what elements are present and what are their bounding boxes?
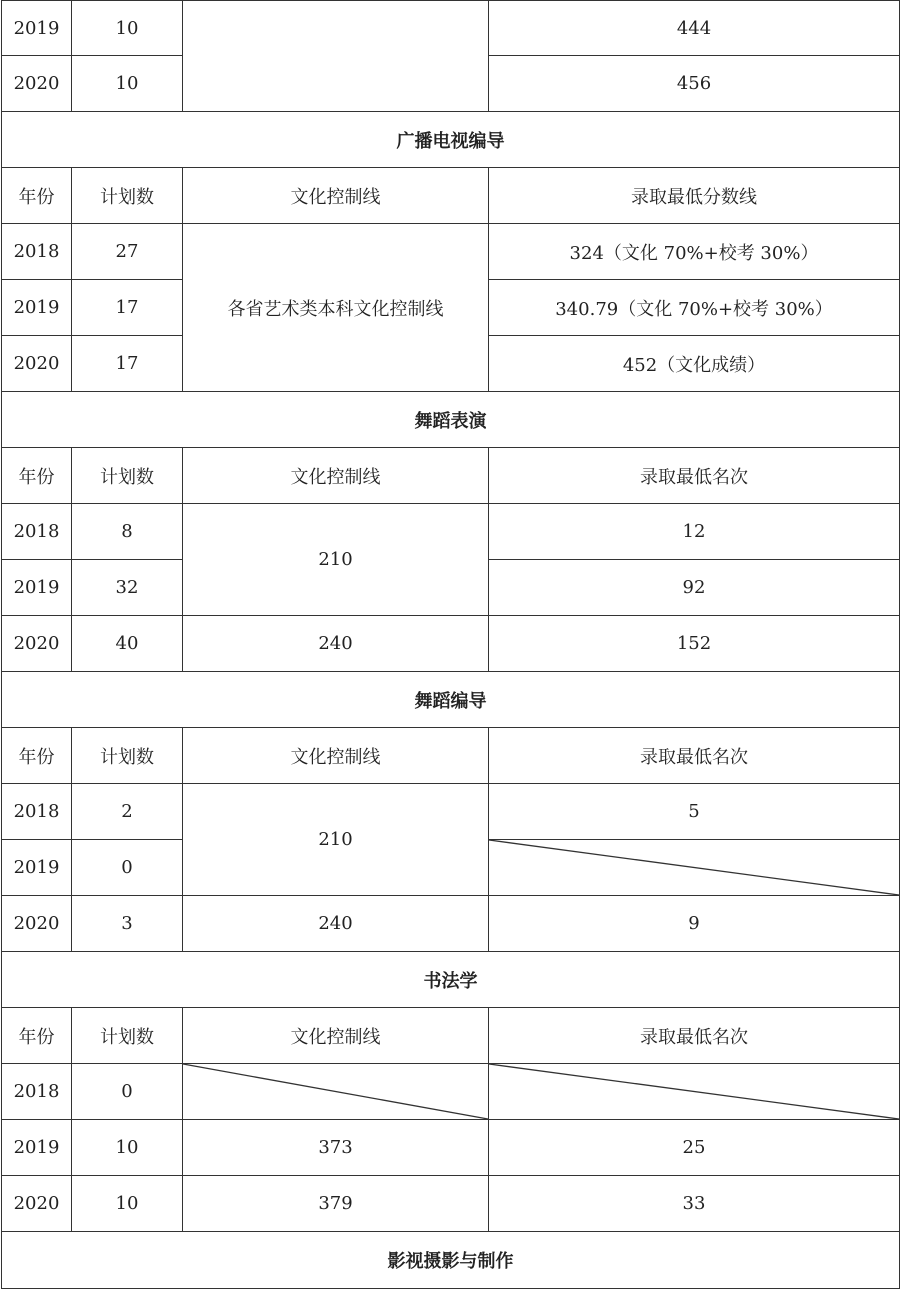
plan-cell: 17: [72, 336, 183, 392]
header-row: [2, 728, 900, 784]
section-title-film: 影视摄影与制作: [2, 1232, 900, 1289]
plan-cell: 10: [72, 56, 183, 112]
plan-cell: 2: [72, 784, 183, 840]
year-cell: 2018: [2, 504, 72, 560]
culture-line-cell: 379: [183, 1176, 489, 1232]
rank-cell: 33: [489, 1176, 900, 1232]
header-year: 年份: [2, 168, 72, 224]
table-row: [2, 1064, 900, 1120]
plan-cell: 10: [72, 1, 183, 56]
plan-cell: 17: [72, 280, 183, 336]
rank-cell: 9: [489, 896, 900, 952]
section-title-calligraphy: 书法学: [2, 952, 900, 1008]
header-year: 年份: [2, 1008, 72, 1064]
culture-line-cell: 240: [183, 616, 489, 672]
section-title-broadcast: 广播电视编导: [2, 112, 900, 168]
table-row: [2, 896, 900, 952]
rank-cell: 152: [489, 616, 900, 672]
culture-line-cell: 各省艺术类本科文化控制线: [183, 224, 489, 392]
header-min-rank: 录取最低名次: [489, 1008, 900, 1064]
score-cell: 444: [489, 1, 900, 56]
year-cell: 2020: [2, 336, 72, 392]
header-row: [2, 168, 900, 224]
score-cell: 324（文化 70%+校考 30%）: [489, 224, 900, 280]
section-title-dance-performance: 舞蹈表演: [2, 392, 900, 448]
year-cell: 2018: [2, 784, 72, 840]
score-cell: 456: [489, 56, 900, 112]
year-cell: 2020: [2, 1176, 72, 1232]
header-min-rank: 录取最低名次: [489, 728, 900, 784]
table-row: [2, 1176, 900, 1232]
table-row: [2, 1, 900, 56]
header-year: 年份: [2, 728, 72, 784]
culture-line-cell: 210: [183, 504, 489, 616]
table-row: [2, 1120, 900, 1176]
header-min-score-line: 录取最低分数线: [489, 168, 900, 224]
plan-cell: 0: [72, 840, 183, 896]
year-cell: 2019: [2, 840, 72, 896]
header-culture-line: 文化控制线: [183, 168, 489, 224]
rank-cell: 5: [489, 784, 900, 840]
section-row: [2, 112, 900, 168]
section-row: [2, 672, 900, 728]
header-row: [2, 1008, 900, 1064]
table-row: [2, 504, 900, 560]
diagonal-line: [489, 1064, 899, 1119]
section-row: [2, 1232, 900, 1289]
score-cell: 452（文化成绩）: [489, 336, 900, 392]
year-cell: 2018: [2, 1064, 72, 1120]
diagonal-line: [489, 840, 899, 895]
plan-cell: 8: [72, 504, 183, 560]
rank-cell: 12: [489, 504, 900, 560]
year-cell: 2019: [2, 560, 72, 616]
header-plan: 计划数: [72, 448, 183, 504]
culture-line-cell: 240: [183, 896, 489, 952]
section-row: [2, 392, 900, 448]
year-cell: 2019: [2, 280, 72, 336]
header-year: 年份: [2, 448, 72, 504]
header-plan: 计划数: [72, 168, 183, 224]
header-culture-line: 文化控制线: [183, 1008, 489, 1064]
plan-cell: 0: [72, 1064, 183, 1120]
year-cell: 2020: [2, 56, 72, 112]
plan-cell: 27: [72, 224, 183, 280]
culture-line-cell: 210: [183, 784, 489, 896]
plan-cell: 32: [72, 560, 183, 616]
section-title-choreography: 舞蹈编导: [2, 672, 900, 728]
section-row: [2, 952, 900, 1008]
empty-diagonal-cell: [489, 1064, 900, 1120]
header-plan: 计划数: [72, 728, 183, 784]
culture-line-cell: 373: [183, 1120, 489, 1176]
header-min-rank: 录取最低名次: [489, 448, 900, 504]
plan-cell: 40: [72, 616, 183, 672]
header-plan: 计划数: [72, 1008, 183, 1064]
plan-cell: 10: [72, 1120, 183, 1176]
year-cell: 2019: [2, 1, 72, 56]
admission-table: [1, 0, 900, 1289]
culture-line-cell: [183, 1, 489, 112]
table-row: [2, 224, 900, 280]
table-row: [2, 784, 900, 840]
header-culture-line: 文化控制线: [183, 448, 489, 504]
rank-cell: 25: [489, 1120, 900, 1176]
table-row: [2, 616, 900, 672]
diagonal-line: [183, 1064, 488, 1119]
year-cell: 2018: [2, 224, 72, 280]
header-culture-line: 文化控制线: [183, 728, 489, 784]
plan-cell: 10: [72, 1176, 183, 1232]
score-cell: 340.79（文化 70%+校考 30%）: [489, 280, 900, 336]
plan-cell: 3: [72, 896, 183, 952]
year-cell: 2020: [2, 896, 72, 952]
rank-cell: 92: [489, 560, 900, 616]
year-cell: 2019: [2, 1120, 72, 1176]
year-cell: 2020: [2, 616, 72, 672]
header-row: [2, 448, 900, 504]
empty-diagonal-cell: [183, 1064, 489, 1120]
empty-diagonal-cell: [489, 840, 900, 896]
